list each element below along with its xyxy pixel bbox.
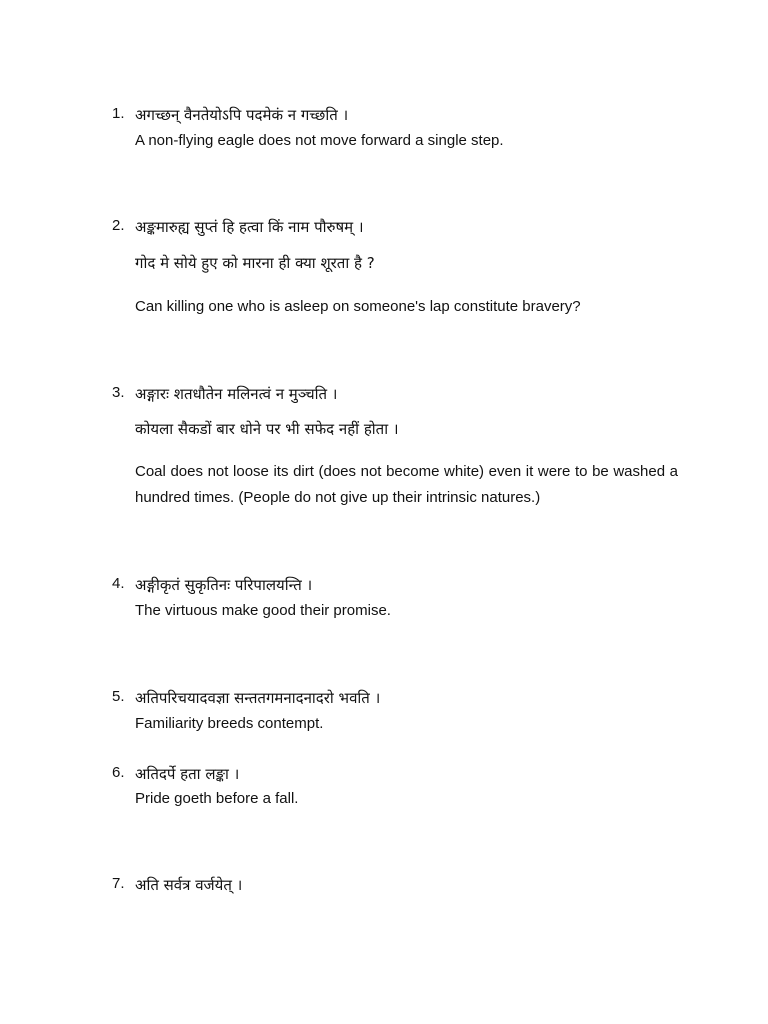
item-number: 2.: [112, 217, 125, 234]
hindi-translation: कोयला सैकडों बार धोने पर भी सफेद नहीं होता ।: [135, 420, 399, 438]
item-number: 3.: [112, 384, 125, 401]
item-number: 5.: [112, 688, 125, 705]
item-number: 6.: [112, 764, 125, 781]
sanskrit-text: अगच्छन् वैनतेयोऽपि पदमेकं न गच्छति ।: [135, 106, 349, 124]
hindi-translation: गोद मे सोये हुए को मारना ही क्या शूरता है ?: [135, 254, 375, 272]
sanskrit-text: अति सर्वत्र वर्जयेत् ।: [135, 876, 243, 894]
sanskrit-text: अङ्कमारुह्य सुप्तं हि हत्वा किं नाम पौरुषम् ।: [135, 218, 364, 236]
english-translation: Coal does not loose its dirt (does not become white) even it were to be washed a hundred times. (People do not give up their intrinsic natures.): [135, 463, 678, 506]
sanskrit-text: अतिदर्पे हता लङ्का ।: [135, 765, 240, 783]
english-translation: Pride goeth before a fall.: [135, 790, 299, 807]
english-translation: Familiarity breeds contempt.: [135, 715, 324, 732]
english-translation: Can killing one who is asleep on someone's lap constitute bravery?: [135, 298, 581, 315]
english-translation: A non-flying eagle does not move forward a single step.: [135, 132, 504, 149]
item-number: 4.: [112, 575, 125, 592]
sanskrit-text: अतिपरिचयादवज्ञा सन्ततगमनादनादरो भवति ।: [135, 689, 381, 707]
sanskrit-text: अङ्गारः शतधौतेन मलिनत्वं न मुञ्चति ।: [135, 385, 338, 403]
english-translation: The virtuous make good their promise.: [135, 602, 391, 619]
item-number: 7.: [112, 875, 125, 892]
item-number: 1.: [112, 105, 125, 122]
sanskrit-text: अङ्गीकृतं सुकृतिनः परिपालयन्ति ।: [135, 576, 313, 594]
